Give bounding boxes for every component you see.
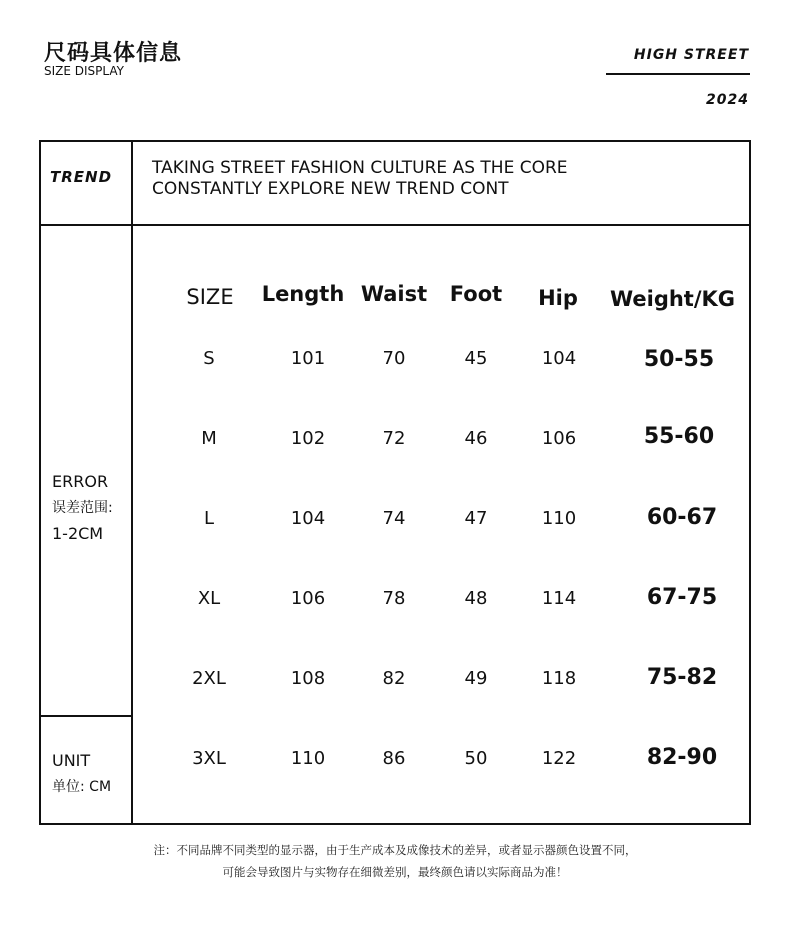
cell-waist: 78 (382, 588, 406, 609)
cell-length: 106 (290, 588, 326, 609)
sidebar-divider (39, 715, 132, 717)
cell-hip: 110 (541, 508, 577, 529)
cell-foot: 49 (464, 668, 488, 689)
cell-size: L (203, 508, 215, 529)
cell-length: 108 (290, 668, 326, 689)
cell-hip: 118 (541, 668, 577, 689)
error-value: 1-2CM (52, 524, 104, 543)
cell-waist: 82 (382, 668, 406, 689)
disclaimer-line-1: 注：不同品牌不同类型的显示器，由于生产成本及成像技术的差异，或者显示器颜色设置不同， (153, 843, 637, 857)
cell-hip: 106 (541, 428, 577, 449)
cell-foot: 48 (464, 588, 488, 609)
disclaimer-line-2: 可能会导致图片与实物存在细微差别，最终颜色请以实际商品为准！ (222, 865, 568, 879)
header-length: Length (261, 282, 345, 306)
cell-length: 102 (290, 428, 326, 449)
unit-note (52, 748, 111, 800)
cell-weight: 82-90 (646, 745, 718, 770)
cell-size: M (201, 428, 217, 449)
unit-label: UNIT (52, 751, 91, 770)
page-subtitle: SIZE DISPLAY (44, 64, 124, 78)
cell-weight: 75-82 (646, 665, 718, 690)
cell-foot: 46 (464, 428, 488, 449)
cell-weight: 55-60 (643, 424, 715, 449)
header-weight: Weight/KG (609, 287, 736, 311)
error-note (52, 469, 113, 547)
cell-length: 104 (290, 508, 326, 529)
cell-waist: 72 (382, 428, 406, 449)
size-table-frame (39, 140, 751, 825)
trend-label: TREND (50, 168, 113, 186)
header-waist: Waist (360, 282, 428, 306)
cell-length: 110 (290, 748, 326, 769)
cell-hip: 104 (541, 348, 577, 369)
cell-size: 2XL (192, 668, 226, 689)
cell-waist: 74 (382, 508, 406, 529)
slogan-line-2: CONSTANTLY EXPLORE NEW TREND CONT (152, 179, 509, 199)
slogan (152, 158, 568, 200)
unit-label-cn: 单位: CM (52, 779, 112, 795)
cell-waist: 70 (382, 348, 406, 369)
cell-waist: 86 (382, 748, 406, 769)
column-divider (131, 140, 133, 825)
header-foot: Foot (449, 282, 503, 306)
brand-label: HIGH STREET (633, 47, 749, 63)
cell-foot: 47 (464, 508, 488, 529)
header-size: SIZE (186, 285, 234, 309)
year-label: 2024 (706, 92, 749, 108)
cell-size: 3XL (192, 748, 226, 769)
cell-size: S (203, 348, 215, 369)
cell-weight: 50-55 (643, 347, 715, 372)
cell-hip: 122 (541, 748, 577, 769)
cell-foot: 50 (464, 748, 488, 769)
error-label-cn: 误差范围: (52, 500, 113, 516)
slogan-line-1: TAKING STREET FASHION CULTURE AS THE CORE (152, 158, 568, 178)
cell-weight: 60-67 (646, 505, 718, 530)
cell-length: 101 (290, 348, 326, 369)
banner-divider (39, 224, 751, 226)
page-title: 尺码具体信息 (44, 40, 183, 66)
header-hip: Hip (538, 286, 578, 310)
cell-hip: 114 (541, 588, 577, 609)
cell-weight: 67-75 (646, 585, 718, 610)
error-label: ERROR (52, 472, 109, 491)
cell-size: XL (197, 588, 221, 609)
brand-underline (606, 73, 750, 75)
cell-foot: 45 (464, 348, 488, 369)
